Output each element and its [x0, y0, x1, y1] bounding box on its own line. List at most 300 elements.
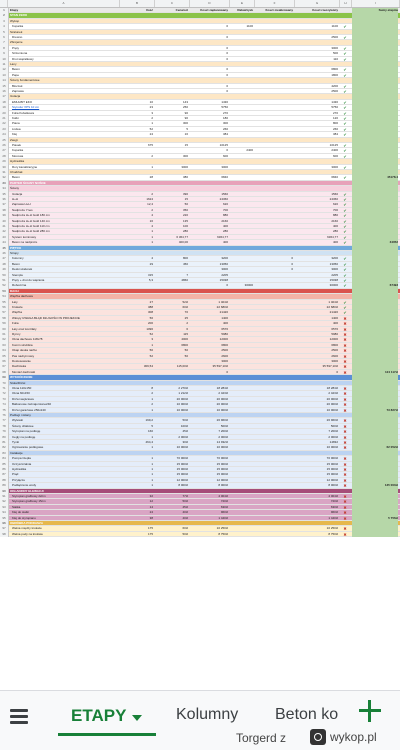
cell-planned-cost[interactable]: 8 750zł	[218, 531, 228, 536]
cell-planned-cost[interactable]: 620	[222, 202, 228, 207]
checkbox-unchecked-icon[interactable]: ✖	[343, 353, 347, 359]
column-header-D[interactable]: D	[190, 0, 230, 7]
cell-name[interactable]: Stropy	[10, 251, 19, 255]
cell-actual-cost[interactable]: 800	[332, 121, 338, 126]
cell-planned-cost[interactable]: 15 000zł	[216, 461, 228, 466]
checkbox-unchecked-icon[interactable]: ✖	[343, 499, 347, 505]
cell-actual-cost[interactable]: 2500	[331, 89, 338, 93]
cell-quantity[interactable]: 38	[149, 515, 153, 520]
row-number[interactable]: 68	[0, 370, 9, 375]
cell-planned-cost[interactable]: 24360	[219, 197, 228, 201]
checkbox-checked-icon[interactable]: ✔	[343, 261, 347, 267]
checkbox-unchecked-icon[interactable]: ✖	[343, 418, 347, 424]
cell-planned-cost[interactable]: 1560	[221, 191, 228, 196]
cell-quantity[interactable]: 1	[151, 234, 153, 239]
cell-unit-price[interactable]: 300	[182, 153, 188, 158]
row-number[interactable]: 46	[0, 251, 9, 256]
row-number[interactable]: 7	[0, 40, 9, 45]
row-number[interactable]: 76	[0, 413, 9, 418]
cell-unit-price[interactable]: 115	[183, 332, 188, 336]
row-number[interactable]: 33	[0, 181, 9, 186]
cell-planned-cost[interactable]: 0	[226, 89, 228, 93]
cell-quantity[interactable]: 675	[147, 143, 153, 147]
cell-realized-cost[interactable]	[255, 532, 293, 537]
cell-actual-cost[interactable]: 3000	[331, 45, 338, 50]
cell-unit-price[interactable]: 2 000zł	[178, 434, 188, 439]
cell-unit-price[interactable]: 15 000zł	[176, 467, 188, 471]
row-number[interactable]: 82	[0, 445, 9, 450]
cell-name[interactable]: EMULBIT EKO	[12, 99, 33, 104]
cell-quantity[interactable]: 24	[149, 132, 153, 137]
row-number[interactable]: 3	[0, 19, 9, 24]
row-number[interactable]: 49	[0, 267, 9, 272]
cell-name[interactable]: Wełna między krokwie	[12, 526, 42, 531]
cell-quantity[interactable]: 160	[147, 429, 153, 434]
cell-planned-cost[interactable]: 3000	[221, 164, 228, 169]
cell-actual-cost[interactable]: 2600	[331, 353, 338, 358]
cell-name[interactable]: Dachówka	[12, 364, 27, 369]
cell-name[interactable]: Pas nadrynnowy	[12, 353, 35, 358]
cell-quantity[interactable]: 1	[151, 467, 153, 471]
cell-planned-cost[interactable]: 1 404zł	[218, 299, 228, 304]
cell-unit-price[interactable]: 50	[184, 348, 188, 353]
cell-actual-cost[interactable]: 8 000zł	[328, 483, 338, 488]
cell-quantity[interactable]: 3	[151, 337, 153, 342]
cell-stage-sum[interactable]: 45178.4	[352, 175, 398, 180]
cell-quantity[interactable]: 10	[149, 99, 153, 104]
row-number[interactable]: 2	[0, 13, 9, 18]
cell-unit-price[interactable]: 15	[184, 143, 188, 147]
cell-unit-price[interactable]: 10 000zł	[176, 402, 188, 407]
cell-planned-cost[interactable]: 300	[222, 121, 228, 126]
row-number[interactable]: 63	[0, 343, 9, 348]
cell-quantity[interactable]: 1	[151, 472, 153, 477]
cell-planned-cost[interactable]: 20 000zł	[216, 396, 228, 401]
cell-name[interactable]: STAN ZERO	[10, 13, 28, 18]
cell-actual-cost[interactable]: 10 000zł	[326, 445, 338, 450]
column-header-C[interactable]: C	[155, 0, 190, 7]
checkbox-checked-icon[interactable]: ✔	[343, 164, 347, 170]
checkbox-checked-icon[interactable]: ✔	[343, 116, 347, 121]
row-number[interactable]: 54	[0, 294, 9, 299]
cell-name[interactable]: Beton	[12, 261, 20, 266]
cell-actual-cost[interactable]: 6800	[331, 342, 338, 347]
cell-unit-price[interactable]: 8 000zł	[178, 483, 188, 488]
cell-planned-cost[interactable]: 0	[226, 24, 228, 29]
cell-name[interactable]: Ściany	[10, 186, 20, 191]
cell-planned-cost[interactable]: 1430	[221, 99, 228, 104]
cell-quantity[interactable]: 5,3	[148, 278, 153, 282]
cell-actual-cost[interactable]: 6364,77	[327, 234, 338, 239]
cell-name[interactable]: Mocowa	[12, 153, 24, 158]
row-number[interactable]: 89	[0, 483, 9, 488]
checkbox-unchecked-icon[interactable]: ✖	[343, 526, 347, 532]
row-number[interactable]: 70	[0, 381, 9, 386]
cell-quantity[interactable]: 8	[151, 386, 153, 390]
row-number[interactable]: 61	[0, 332, 9, 337]
cell-actual-cost[interactable]: 600	[332, 153, 338, 158]
row-number[interactable]: 94	[0, 510, 9, 515]
cell-realized-cost[interactable]: 0	[291, 256, 293, 261]
cell-unit-price[interactable]: 800	[182, 256, 188, 261]
cell-quantity[interactable]: Ilość	[146, 8, 153, 12]
cell-name[interactable]: Oczyszczalnia	[12, 461, 32, 466]
cell-unit-price[interactable]: 25	[184, 315, 188, 320]
cell-name[interactable]: Okna 110x150	[12, 386, 32, 390]
row-number[interactable]: 48	[0, 262, 9, 267]
cell-quantity[interactable]: 12	[149, 499, 153, 504]
cell-actual-cost[interactable]: 270	[332, 110, 338, 115]
cell-unit-price[interactable]: 115,00zł	[176, 364, 188, 369]
cell-planned-cost[interactable]: 6840	[221, 175, 228, 180]
cell-quantity[interactable]: 4	[151, 224, 153, 228]
checkbox-unchecked-icon[interactable]: ✖	[343, 504, 347, 510]
cell-name[interactable]: Kołki	[12, 116, 19, 120]
cell-quantity[interactable]: 32	[149, 494, 153, 498]
row-number[interactable]: 88	[0, 478, 9, 483]
cell-actual-cost[interactable]: 3000	[331, 164, 338, 169]
cell-actual-cost[interactable]: 2205	[331, 272, 338, 277]
checkbox-checked-icon[interactable]: ✔	[343, 143, 347, 148]
cell-actual-cost[interactable]: 14832	[329, 440, 338, 444]
cell-planned-cost[interactable]: 15038	[219, 278, 228, 282]
cell-quantity[interactable]: 12,4	[147, 202, 153, 207]
row-number[interactable]: 1	[0, 8, 9, 13]
cell-actual-cost[interactable]: 21420	[329, 310, 338, 315]
row-number[interactable]: 75	[0, 408, 9, 413]
checkbox-checked-icon[interactable]: ✔	[343, 191, 347, 197]
row-number[interactable]: 30	[0, 165, 9, 170]
checkbox-unchecked-icon[interactable]: ✖	[343, 429, 347, 435]
cell-quantity[interactable]: 50	[149, 348, 153, 353]
cell-quantity[interactable]: 52	[149, 126, 153, 131]
cell-stage-sum[interactable]: 67493	[352, 283, 398, 288]
cell-planned-cost[interactable]: 5980	[221, 332, 228, 336]
cell-name[interactable]: System kominowy	[12, 234, 37, 239]
cell-unit-price[interactable]: 70	[184, 310, 188, 315]
cell-actual-cost[interactable]: 1 404zł	[328, 299, 338, 304]
cell-quantity[interactable]: 1	[151, 121, 153, 126]
cell-quantity[interactable]: 23	[149, 105, 153, 110]
cell-stage-sum[interactable]: Sumy etapów	[352, 8, 398, 13]
row-number[interactable]: 69	[0, 375, 9, 380]
row-number[interactable]: 77	[0, 418, 9, 423]
cell-planned-cost[interactable]: 12000	[219, 337, 228, 342]
cell-actual-cost[interactable]: 6840	[331, 175, 338, 180]
cell-name[interactable]: Balkonowe zaznajomione240	[12, 402, 52, 407]
plus-icon[interactable]	[355, 696, 385, 726]
cell-quantity[interactable]: 28	[149, 175, 153, 180]
cell-unit-price[interactable]: 350	[182, 207, 188, 212]
cell-planned-cost[interactable]: 14 932zł	[216, 440, 228, 444]
checkbox-unchecked-icon[interactable]: ✖	[343, 477, 347, 483]
cell-name[interactable]: Bloczek	[12, 83, 23, 88]
cell-unit-price[interactable]: 380	[182, 175, 188, 180]
cell-unit-price[interactable]: 4860	[181, 278, 188, 282]
cell-unit-price[interactable]: 5	[186, 126, 188, 131]
cell-planned-cost[interactable]: 2500	[221, 348, 228, 353]
cell-unit-price[interactable]: 280	[182, 229, 188, 234]
cell-planned-cost[interactable]: 6576	[221, 326, 228, 331]
row-number[interactable]: 53	[0, 289, 9, 294]
column-header-I[interactable]: I	[352, 0, 400, 7]
cell-quantity[interactable]: 2	[151, 207, 153, 212]
cell-name[interactable]: Piasek	[12, 143, 22, 147]
cell-quantity[interactable]: 1	[151, 456, 153, 461]
cell-actual-cost[interactable]: 2500	[331, 348, 338, 353]
cell-name[interactable]: Chudziak	[10, 170, 23, 174]
checkbox-checked-icon[interactable]: ✔	[343, 197, 347, 202]
row-number[interactable]: 86	[0, 467, 9, 472]
row-number[interactable]: 42	[0, 229, 9, 234]
cell-name[interactable]: Styropian grafitowy 15cm	[12, 499, 46, 504]
cell-stage-sum[interactable]: 73 827zł	[352, 408, 398, 413]
cell-actual-cost[interactable]: 7 200zł	[328, 429, 338, 434]
cell-realized-cost[interactable]: 0	[291, 267, 293, 272]
cell-name[interactable]: Hydraulika	[12, 467, 27, 471]
cell-unit-price[interactable]: 1 212zł	[178, 391, 188, 396]
cell-name[interactable]: Folia	[12, 321, 19, 326]
checkbox-unchecked-icon[interactable]: ✖	[343, 407, 347, 413]
row-number[interactable]: 74	[0, 402, 9, 407]
cell-quantity[interactable]: 1	[151, 477, 153, 482]
cell-actual-cost[interactable]: 20 000zł	[326, 402, 338, 407]
cell-unit-price[interactable]: 50	[184, 353, 188, 358]
row-number[interactable]: 91	[0, 494, 9, 499]
tab-kolumny[interactable]: Kolumny	[176, 706, 239, 723]
row-number[interactable]: 8	[0, 46, 9, 51]
cell-actual-cost[interactable]: 1560	[331, 191, 338, 196]
row-number[interactable]: 10	[0, 57, 9, 62]
checkbox-checked-icon[interactable]: ✔	[343, 213, 347, 219]
cell-name[interactable]: Lany	[10, 62, 17, 66]
checkbox-unchecked-icon[interactable]: ✖	[343, 396, 347, 402]
checkbox-checked-icon[interactable]: ✔	[343, 278, 347, 283]
cell-quantity[interactable]: 1	[151, 483, 153, 488]
cell-quantity[interactable]: 308	[147, 310, 153, 315]
cell-name[interactable]: Kolumny	[12, 256, 24, 261]
cell-planned-cost[interactable]: 400	[222, 321, 228, 326]
checkbox-unchecked-icon[interactable]: ✖	[343, 456, 347, 462]
cell-planned-cost[interactable]: 0	[226, 35, 228, 39]
cell-quantity[interactable]: 56	[149, 315, 153, 320]
cell-actual-cost[interactable]: 15038	[329, 278, 338, 282]
row-number[interactable]: 29	[0, 159, 9, 164]
cell-unit-price[interactable]: 70 000zł	[176, 456, 188, 461]
checkbox-unchecked-icon[interactable]: ✖	[343, 342, 347, 348]
checkbox-checked-icon[interactable]: ✔	[343, 148, 347, 154]
cell-quantity[interactable]: 199,2	[145, 418, 153, 423]
cell-name[interactable]: Izolacja	[10, 94, 21, 99]
row-number[interactable]: 19	[0, 105, 9, 110]
cell-actual-cost[interactable]: 35 597,10zł	[322, 364, 338, 369]
row-number[interactable]: 27	[0, 148, 9, 153]
checkbox-unchecked-icon[interactable]: ✖	[343, 359, 347, 364]
cell-quantity[interactable]: 27	[149, 299, 153, 304]
cell-planned-cost[interactable]: 1400	[221, 315, 228, 320]
cell-planned-cost[interactable]: 26 960zł	[216, 418, 228, 423]
cell-quantity[interactable]: 1	[151, 461, 153, 466]
cell-quantity[interactable]: 5	[151, 423, 153, 428]
column-header-corner[interactable]	[0, 0, 8, 7]
cell-actual-cost[interactable]: 6800	[331, 67, 338, 72]
cell-unit-price[interactable]: 220	[182, 213, 188, 218]
cell-name[interactable]: Listwa	[12, 126, 21, 131]
checkbox-checked-icon[interactable]: ✔	[343, 83, 347, 89]
cell-actual-cost[interactable]: 26 960zł	[326, 418, 338, 423]
cell-quantity[interactable]: 175	[147, 526, 153, 531]
checkbox-unchecked-icon[interactable]: ✖	[343, 461, 347, 467]
cell-name[interactable]: Hydraulika	[10, 159, 25, 164]
cell-planned-cost[interactable]: 0	[226, 369, 228, 374]
row-number[interactable]: 16	[0, 89, 9, 94]
checkbox-unchecked-icon[interactable]: ✖	[343, 531, 347, 537]
checkbox-unchecked-icon[interactable]: ✖	[343, 467, 347, 472]
cell-unit-price[interactable]: 10 000zł	[176, 445, 188, 450]
row-number[interactable]: 60	[0, 327, 9, 332]
cell-planned-cost[interactable]: 18 284zł	[216, 386, 228, 390]
checkbox-unchecked-icon[interactable]: ✖	[343, 402, 347, 408]
checkbox-checked-icon[interactable]: ✔	[343, 299, 347, 305]
cell-unit-price[interactable]: 390	[182, 191, 188, 196]
cell-name[interactable]: Nadproża H+H Gold 180 cm	[12, 213, 50, 218]
cell-name[interactable]: Stemple	[12, 272, 24, 277]
cell-quantity[interactable]: 1	[151, 445, 153, 450]
cell-unit-price[interactable]: 2 270zł	[178, 386, 188, 390]
cell-actual-cost[interactable]: 10125	[329, 143, 338, 147]
cell-name[interactable]: Deski szalunek	[12, 267, 33, 272]
cell-actual-cost[interactable]: 15 000zł	[326, 461, 338, 466]
row-number[interactable]: 5	[0, 30, 9, 35]
cell-planned-cost[interactable]: 1 440zł	[218, 515, 228, 520]
cell-actual-cost[interactable]: 18 284zł	[326, 386, 338, 390]
row-number[interactable]: 23	[0, 127, 9, 132]
cell-unit-price[interactable]: 30zł	[182, 440, 188, 444]
cell-name[interactable]: Krokwie	[12, 305, 23, 309]
cell-actual-cost[interactable]: 5980	[331, 332, 338, 336]
cell-name[interactable]: Wylewki	[12, 418, 23, 423]
cell-discount[interactable]: 30000	[244, 283, 253, 288]
row-number[interactable]: 55	[0, 300, 9, 305]
cell-unit-price[interactable]: 143	[182, 99, 188, 104]
row-number[interactable]: 12	[0, 67, 9, 72]
cell-name[interactable]: Pręty + drut do wiązania	[12, 278, 45, 282]
cell-name[interactable]: Szalunek	[10, 29, 23, 34]
cell-actual-cost[interactable]: 20 000zł	[326, 396, 338, 401]
cell-quantity[interactable]: 1	[151, 434, 153, 439]
row-number[interactable]: 71	[0, 386, 9, 391]
cell-actual-cost[interactable]: 700	[332, 207, 338, 212]
cell-planned-cost[interactable]: 880	[222, 213, 228, 218]
cell-planned-cost[interactable]: 0	[226, 45, 228, 50]
cell-actual-cost[interactable]: 15 000zł	[326, 467, 338, 471]
cell-planned-cost[interactable]: 21420	[219, 310, 228, 315]
checkbox-checked-icon[interactable]: ✔	[343, 234, 347, 240]
cell-name[interactable]: Zbrojenie	[10, 40, 23, 45]
checkbox-unchecked-icon[interactable]: ✖	[343, 434, 347, 440]
cell-actual-cost[interactable]: 384	[332, 132, 338, 137]
cell-name[interactable]: Styropian grafitowy 22cm	[12, 494, 46, 498]
row-number[interactable]: 13	[0, 73, 9, 78]
cell-name[interactable]: Instalacje	[10, 450, 23, 455]
cell-unit-price[interactable]: 7	[186, 272, 188, 277]
row-number[interactable]: 84	[0, 456, 9, 461]
cell-stage-sum[interactable]: 135 000zł	[352, 483, 398, 488]
cell-actual-cost[interactable]: Koszt rzeczywisty	[312, 8, 338, 12]
cell-name[interactable]: Klej	[12, 132, 18, 137]
cell-name[interactable]: Zasyp	[10, 137, 19, 142]
cell-planned-cost[interactable]: 13050	[219, 261, 228, 266]
cell-name[interactable]: Beton na nadproże	[12, 240, 38, 245]
cell-planned-cost[interactable]: Koszt zaplanowany	[200, 8, 228, 12]
cell-name[interactable]: Beton	[12, 175, 20, 180]
cell-planned-cost[interactable]: 700	[222, 207, 228, 212]
row-number[interactable]: 93	[0, 505, 9, 510]
cell-planned-cost[interactable]: 180	[222, 116, 228, 120]
checkbox-unchecked-icon[interactable]: ✖	[343, 494, 347, 499]
cell-actual-cost[interactable]: 2 000zł	[328, 434, 338, 439]
cell-actual-cost[interactable]: 400	[332, 321, 338, 326]
cell-actual-cost[interactable]: 3000	[331, 267, 338, 272]
cell-name[interactable]: PARTER ŚCIANY NOŚNE	[10, 180, 46, 185]
cell-actual-cost[interactable]: 30000	[329, 283, 338, 288]
cell-stage-sum[interactable]: 124 117zł	[352, 370, 398, 375]
cell-actual-cost[interactable]: 1100	[331, 24, 338, 29]
cell-planned-cost[interactable]: 500zł	[220, 423, 228, 428]
cell-quantity[interactable]: 2	[151, 191, 153, 196]
row-number[interactable]: 87	[0, 472, 9, 477]
cell-name[interactable]: Drewno	[12, 35, 23, 39]
row-number[interactable]: 4	[0, 24, 9, 29]
cell-planned-cost[interactable]: 260	[222, 126, 228, 131]
cell-actual-cost[interactable]: 400	[332, 240, 338, 245]
row-number[interactable]: 81	[0, 440, 9, 445]
row-number[interactable]: 20	[0, 111, 9, 116]
row-number[interactable]: 18	[0, 100, 9, 105]
cell-planned-cost[interactable]: 10125	[219, 143, 228, 147]
cell-planned-cost[interactable]: 3200	[221, 256, 228, 261]
checkbox-unchecked-icon[interactable]: ✖	[343, 391, 347, 397]
column-header-F[interactable]: F	[255, 0, 295, 7]
column-header-E[interactable]: E	[230, 0, 255, 7]
row-number[interactable]: 51	[0, 278, 9, 283]
checkbox-checked-icon[interactable]: ✔	[343, 51, 347, 57]
row-number[interactable]: 9	[0, 51, 9, 56]
cell-name[interactable]: Nadproże Ynes	[12, 207, 33, 212]
cell-quantity[interactable]: 2	[151, 153, 153, 158]
cell-planned-cost[interactable]: 630zł	[220, 504, 228, 509]
cell-name[interactable]: Montaż dachówki	[12, 369, 36, 374]
cell-planned-cost[interactable]: 12 000zł	[216, 477, 228, 482]
cell-quantity[interactable]: 200	[147, 321, 153, 326]
cell-name[interactable]: Styropian na podłogę	[12, 429, 41, 434]
cell-name[interactable]: Przyłącze	[12, 477, 26, 482]
cell-quantity[interactable]: 24	[149, 510, 153, 515]
column-header-H[interactable]: H	[340, 0, 352, 7]
row-number[interactable]: 66	[0, 359, 9, 364]
checkbox-unchecked-icon[interactable]: ✖	[343, 483, 347, 489]
cell-unit-price[interactable]: 6800	[181, 342, 188, 347]
checkbox-checked-icon[interactable]: ✔	[343, 56, 347, 62]
cell-unit-price[interactable]: 6 364,77	[176, 234, 188, 239]
row-number[interactable]: 67	[0, 364, 9, 369]
cell-actual-cost[interactable]: 10 250zł	[326, 526, 338, 531]
cell-planned-cost[interactable]: 15 000zł	[216, 467, 228, 471]
cell-name[interactable]: Zaprawa	[12, 89, 24, 93]
column-header-B[interactable]: B	[120, 0, 155, 7]
cell-name[interactable]: Klej do styropianu	[12, 515, 36, 520]
cell-name[interactable]: Ściany fundamentowe	[10, 78, 40, 83]
